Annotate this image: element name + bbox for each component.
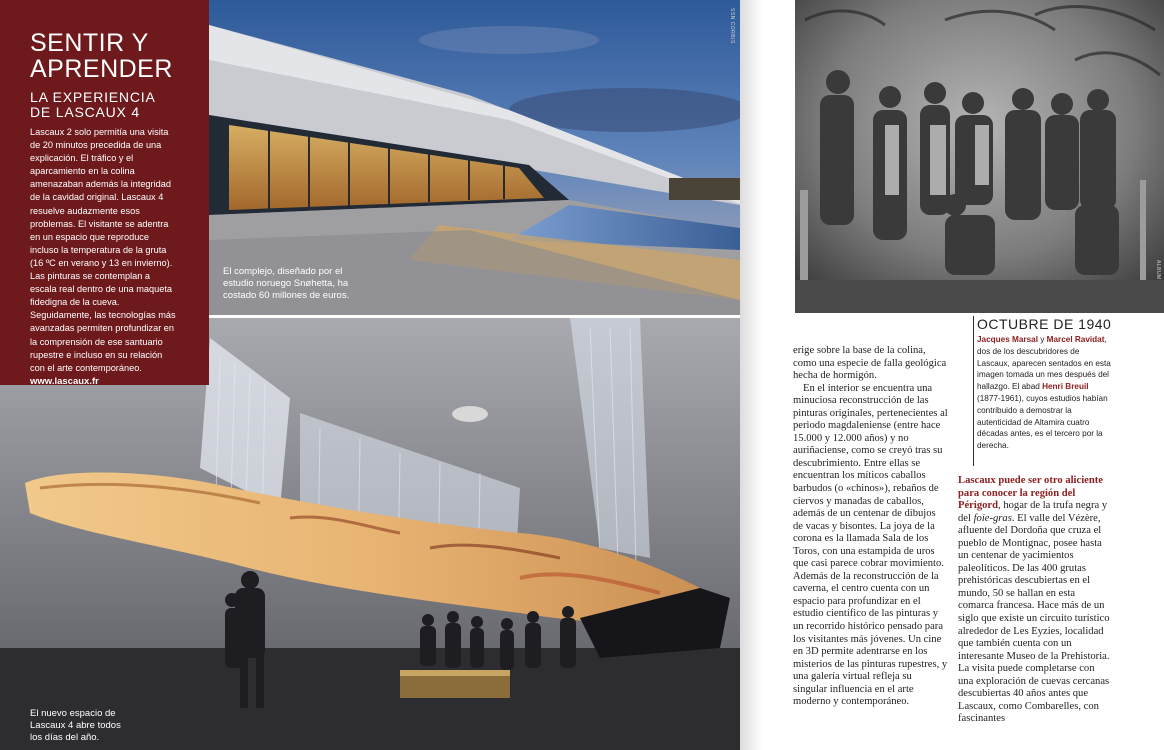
info-text: y bbox=[1038, 335, 1047, 344]
body-span: , hogar de la trufa negra y del bbox=[958, 500, 1108, 524]
lead-in: Lascaux puede ser otro aliciente para conocer la región del Périgord bbox=[958, 475, 1103, 512]
caption-line: costado 60 millones de euros. bbox=[223, 290, 350, 301]
title-line: SENTIR Y bbox=[30, 29, 149, 57]
caption-line: los días del año. bbox=[30, 732, 100, 743]
sidebar-box bbox=[0, 0, 209, 385]
page-gutter bbox=[740, 0, 795, 750]
historical-group-photo bbox=[795, 0, 1164, 313]
info-text: , dos de los descubridores de Lascaux, aparecen sentados en esta imagen tomada un mes después del hallazgo. El abad bbox=[977, 335, 1111, 392]
caption-line: estudio noruego Snøhetta, ha bbox=[223, 278, 349, 289]
info-text: (1877-1961), cuyos estudios habían contribuido a demostrar la autenticidad de Altamira cuatro décadas antes, es el tercero por la derecha. bbox=[977, 393, 1108, 451]
photo-credit: SSN CORBIS bbox=[729, 8, 735, 44]
body-span: . El valle del Vézère, afluente del Dordoña que cruza el pueblo de Montignac, posee hasta un centenar de yacimientos paleolíticos. De las 400 grutas prehistóricas descubiertas en el mundo, 50 se hallan en esta comarca francesa. Hace más de un siglo que existe un circuito turístico alrededor de Les Eyzies, localidad que también cuenta con un interesante Museo de la Prehistoria. La visita puede completarse con una exploración de cuevas cercanas descubiertas 40 años antes que Lascaux, como Combarelles, con fascinantes bbox=[958, 512, 1110, 725]
title-line: APRENDER bbox=[30, 55, 173, 83]
top-photo-caption bbox=[223, 266, 393, 302]
subtitle-line: LA EXPERIENCIA bbox=[30, 89, 156, 105]
info-box-title: OCTUBRE DE 1940 bbox=[977, 316, 1112, 332]
caption-line: El nuevo espacio de bbox=[30, 708, 116, 719]
article-paragraph bbox=[958, 475, 1110, 726]
person-name: Henri Breuil bbox=[1042, 382, 1089, 392]
bottom-photo-caption bbox=[30, 708, 160, 744]
sidebar-subtitle bbox=[30, 90, 179, 120]
subtitle-line: DE LASCAUX 4 bbox=[30, 104, 140, 120]
caption-line: El complejo, diseñado por el bbox=[223, 266, 343, 277]
info-box-text bbox=[977, 334, 1113, 452]
caption-line: Lascaux 4 abre todos bbox=[30, 720, 121, 731]
article-column-1 bbox=[793, 345, 948, 709]
article-column-2 bbox=[958, 475, 1110, 726]
building-exterior-photo bbox=[209, 0, 740, 315]
photo-credit: ALBUM bbox=[1155, 260, 1161, 280]
article-paragraph: En el interior se encuentra una minuciosa reconstrucción de las pinturas originales, pertenecientes al periodo magdaleniense (entre hace 15.000 y 12.000 años) y no auriñaciense, como se creyó tras su descubrimiento. Entre ellas se encuentran los míticos caballos barbudos (o «chinos»), rebaños de ciervos y manadas de caballos, además de un centenar de dibujos de vacas y bisontes. La joya de la corona es la llamada Sala de los Toros, con una estampida de uros que casi parece cobrar movimiento. Además de la reconstrucción de la caverna, el centro cuenta con un espacio para profundizar en el estudio científico de las pinturas y un recorrido histórico pensado para los visitantes más jóvenes. Un cine en 3D permite adentrarse en los misterios de las pinturas rupestres, y una galería virtual refleja su singular influencia en el arte moderno y contemporáneo. bbox=[793, 382, 948, 708]
sidebar-title bbox=[30, 30, 179, 82]
photo-info-box bbox=[973, 316, 1113, 466]
person-name: Marcel Ravidat bbox=[1046, 335, 1105, 344]
group-illustration bbox=[795, 0, 1164, 313]
italic-term: foie-gras bbox=[973, 512, 1012, 524]
article-paragraph: erige sobre la base de la colina, como una especie de falla geológica hecha de hormigón. bbox=[793, 345, 947, 382]
sidebar-body: Lascaux 2 solo permitía una visita de 20 minutos precedida de una explicación. El tráfico y el aparcamiento en la colina amenazaban además la integridad de la cavidad original. Lascaux 4 resuelve audazmente esos problemas. El visitante se adentra en un espacio que reproduce incluso la temperatura de la gruta (16 ºC en verano y 13 en invierno). Las pinturas se contemplan a escala real dentro de una maqueta fidedigna de la cueva. Seguidamente, las tecnologías más avanzadas permiten profundizar en la comprensión de ese santuario rupestre e incluso en su relación con el arte contemporáneo. bbox=[30, 127, 176, 373]
person-name: Jacques Marsal bbox=[977, 335, 1038, 344]
sidebar-url-link[interactable]: www.lascaux.fr bbox=[30, 375, 99, 387]
